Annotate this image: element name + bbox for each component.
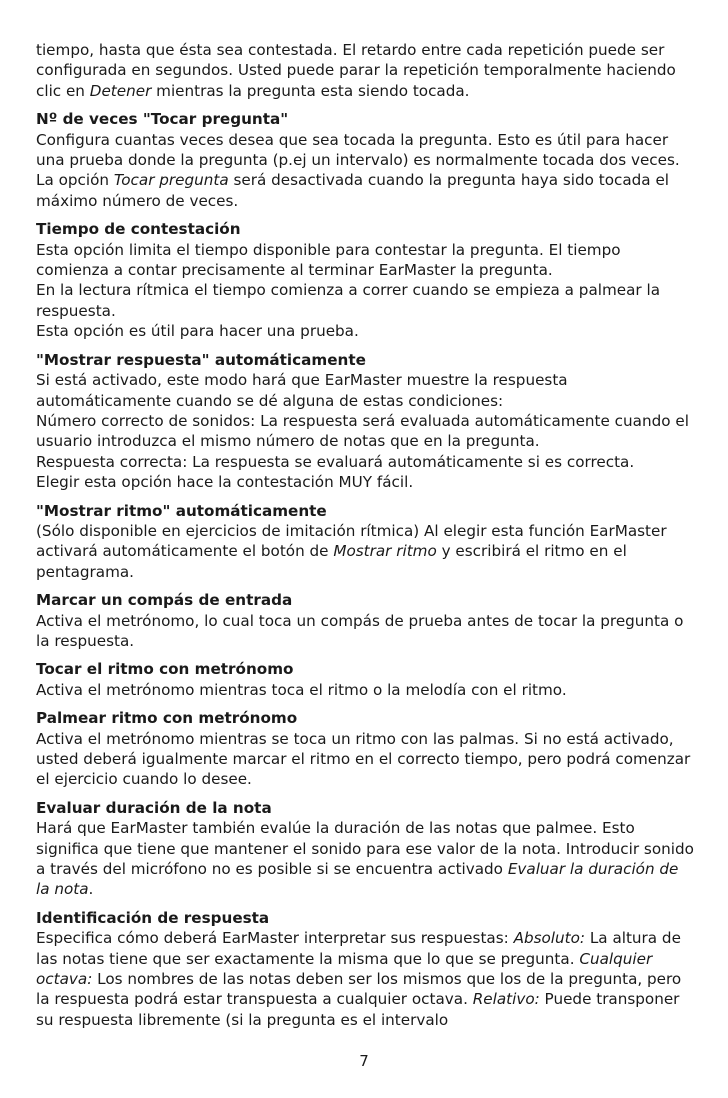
body-text: Puede transponer su respuesta libremente (si la pregunta es el intervalo [36,990,680,1029]
section-heading: Tiempo de contestación [36,220,241,239]
section-body: Activa el metrónomo mientras se toca un ritmo con las palmas. Si no está activado, usted deberá igualmente marcar el ritmo en el correcto tiempo, pero podrá comenzar el ejercicio cuando lo desee. [36,729,691,789]
intro-paragraph [36,40,696,101]
page-number: 7 [359,1052,369,1070]
section-heading: "Mostrar ritmo" automáticamente [36,501,327,520]
section-tocar-pregunta [36,109,696,211]
body-text: . [88,880,94,899]
intro-text-part-1: tiempo, hasta que ésta sea contestada. El retardo entre cada repetición puede ser configurada en segundos. Usted puede parar la repetición temporalmente haciendo clic en [36,41,676,100]
body-text: y escribirá el ritmo en el pentagrama. [36,542,627,581]
body-emphasis: Evaluar la duración de la nota [36,860,679,899]
section-palmear-ritmo-metronomo [36,708,696,790]
body-text: Hará que EarMaster también evalúe la duración de las notas que palmee. Esto significa que tiene que mantener el sonido para ese valor de la nota. Introducir sonido a través del micrófono no es posible si se encuentra activado [36,819,694,879]
section-heading: "Mostrar respuesta" automáticamente [36,350,366,369]
section-mostrar-respuesta [36,350,696,493]
intro-text [36,40,696,101]
section-body [36,521,696,582]
document-page [36,40,696,1038]
section-body [36,818,696,900]
intro-text-part-2: mientras la pregunta esta siendo tocada. [151,81,470,100]
section-mostrar-ritmo [36,501,696,583]
body-text: Especifica cómo deberá EarMaster interpretar sus respuestas: [36,929,514,948]
section-identificacion-respuesta [36,908,696,1030]
section-body: Esta opción es útil para hacer una prueba. [36,322,359,341]
body-text: Los nombres de las notas deben ser los mismos que los de la pregunta, pero la respuesta podrá estar transpuesta a cualquier octava. [36,970,682,1009]
body-emphasis: Cualquier octava: [36,949,653,989]
section-body [36,130,696,212]
body-text: La altura de las notas tiene que ser exactamente la misma que lo que se pregunta. [36,929,681,968]
section-compas-entrada [36,590,696,651]
body-text: Configura cuantas veces desea que sea tocada la pregunta. Esto es útil para hacer una prueba donde la pregunta (p.ej un intervalo) es normalmente tocada dos veces. La opción [36,130,680,190]
body-emphasis: Tocar pregunta [113,171,229,190]
section-tiempo-contestacion [36,219,696,341]
body-text: (Sólo disponible en ejercicios de imitación rítmica) Al elegir esta función EarMaster activará automáticamente el botón de [36,521,667,561]
intro-emphasis: Detener [89,81,152,100]
body-emphasis: Absoluto: [513,929,586,948]
section-body: Activa el metrónomo, lo cual toca un compás de prueba antes de tocar la pregunta o la respuesta. [36,611,684,650]
section-body: Elegir esta opción hace la contestación MUY fácil. [36,473,414,492]
body-emphasis: Relativo: [472,990,540,1009]
section-body: En la lectura rítmica el tiempo comienza a correr cuando se empieza a palmear la respuesta. [36,281,661,320]
body-emphasis: Mostrar ritmo [333,542,437,561]
section-evaluar-duracion [36,798,696,900]
section-heading: Palmear ritmo con metrónomo [36,709,298,728]
section-body: Si está activado, este modo hará que EarMaster muestre la respuesta automáticamente cuando se dé alguna de estas condiciones: [36,371,568,410]
section-body: Activa el metrónomo mientras toca el ritmo o la melodía con el ritmo. [36,680,567,699]
section-tocar-ritmo-metronomo [36,659,696,700]
section-heading: Nº de veces "Tocar pregunta" [36,110,289,129]
section-body [36,928,696,1030]
section-heading: Tocar el ritmo con metrónomo [36,660,294,679]
section-body: Esta opción limita el tiempo disponible para contestar la pregunta. El tiempo comienza a contar precisamente al terminar EarMaster la pregunta. [36,240,621,280]
section-heading: Evaluar duración de la nota [36,798,272,817]
section-body: Número correcto de sonidos: La respuesta será evaluada automáticamente cuando el usuario introduzca el mismo número de notas que en la pregunta. [36,411,689,451]
section-body: Respuesta correcta: La respuesta se evaluará automáticamente si es correcta. [36,452,635,471]
section-heading: Identificación de respuesta [36,908,270,927]
section-heading: Marcar un compás de entrada [36,591,293,610]
body-text: será desactivada cuando la pregunta haya sido tocada el máximo número de veces. [36,171,670,210]
